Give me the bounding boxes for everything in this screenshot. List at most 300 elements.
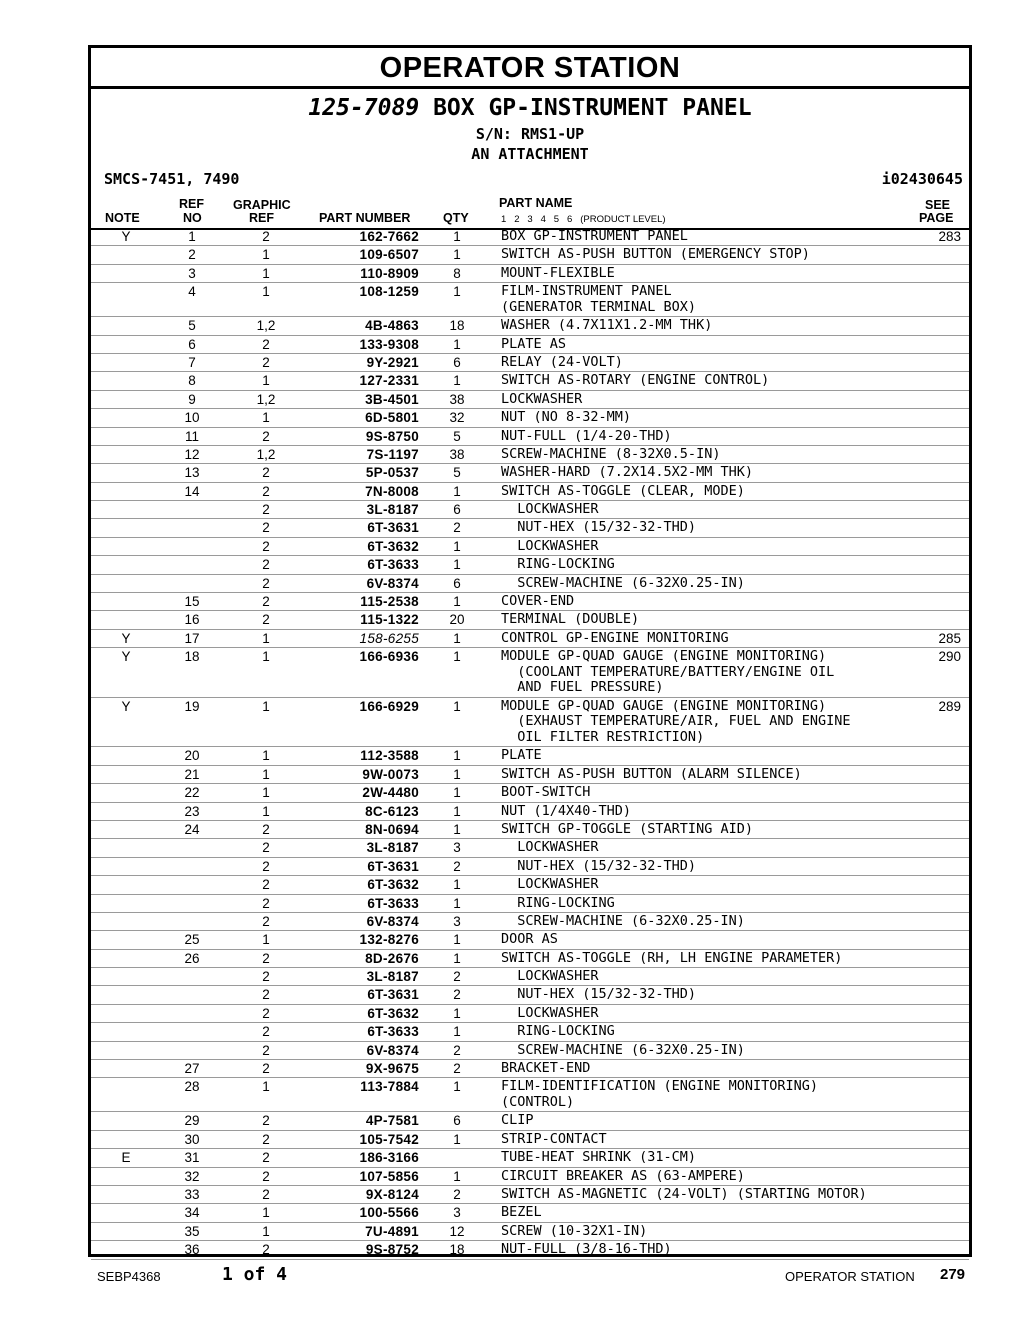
- part-name-cell: BRACKET-END: [501, 1060, 591, 1077]
- qty-cell: 1: [453, 247, 461, 263]
- table-row: [91, 895, 969, 913]
- part-number-cell: 6T-3632: [367, 538, 419, 554]
- parts-table-body: [91, 228, 969, 1260]
- qty-cell: 1: [453, 803, 461, 819]
- part-name-cell: MODULE GP-QUAD GAUGE (ENGINE MONITORING) (EXHAUST TEMPERATURE/AIR, FUEL AND ENGINE OIL FILTER RESTRICTION): [501, 697, 851, 745]
- part-number-cell: 4P-7581: [365, 1113, 419, 1129]
- graphic-ref-cell: 2: [262, 538, 270, 554]
- table-row: [91, 1078, 969, 1112]
- part-number-cell: 127-2331: [359, 373, 419, 389]
- qty-cell: 5: [453, 428, 461, 444]
- qty-cell: 1: [453, 766, 461, 782]
- part-name-cell: NUT (NO 8-32-MM): [501, 409, 632, 426]
- qty-cell: 2: [453, 1042, 461, 1058]
- part-number-cell: 2W-4480: [362, 785, 419, 801]
- table-row: [91, 1131, 969, 1149]
- graphic-ref-cell: 1: [262, 630, 270, 646]
- part-number-cell: 7U-4891: [365, 1223, 419, 1239]
- ref-no-cell: 14: [184, 483, 200, 499]
- qty-cell: 2: [453, 858, 461, 874]
- part-number-cell: 9X-8124: [365, 1186, 419, 1202]
- col-ref-top: REF: [179, 197, 204, 211]
- table-row: [91, 784, 969, 802]
- graphic-ref-cell: 2: [262, 1042, 270, 1058]
- part-number-cell: 110-8909: [360, 265, 419, 281]
- qty-cell: 6: [453, 1113, 461, 1129]
- qty-cell: 1: [453, 336, 461, 352]
- qty-cell: 1: [453, 594, 461, 610]
- part-number-cell: 6T-3633: [367, 557, 419, 573]
- graphic-ref-cell: 2: [262, 502, 270, 518]
- footer-page-of: 1 of 4: [222, 1264, 288, 1285]
- graphic-ref-cell: 2: [262, 229, 270, 244]
- table-row: [91, 747, 969, 765]
- table-row: [91, 1023, 969, 1041]
- table-row: [91, 409, 969, 427]
- qty-cell: 6: [453, 354, 461, 370]
- part-number-cell: 115-2538: [360, 594, 419, 610]
- part-number-cell: 7S-1197: [366, 446, 419, 462]
- part-name-cell: PLATE AS: [501, 335, 567, 352]
- note-cell: Y: [121, 649, 131, 665]
- ref-no-cell: 35: [184, 1223, 200, 1239]
- graphic-ref-cell: 2: [262, 1061, 270, 1077]
- table-row: [91, 1112, 969, 1130]
- footer-section: OPERATOR STATION: [785, 1269, 915, 1284]
- part-number-cell: 6T-3632: [367, 877, 419, 893]
- graphic-ref-cell: 1: [262, 1205, 270, 1221]
- ref-no-cell: 12: [184, 446, 200, 462]
- table-row: [91, 1149, 969, 1167]
- ref-no-cell: 15: [184, 594, 200, 610]
- graphic-ref-cell: 1: [262, 284, 270, 300]
- part-number-cell: 105-7542: [359, 1131, 419, 1147]
- table-row: [91, 538, 969, 556]
- table-row: [91, 1005, 969, 1023]
- ref-no-cell: 18: [184, 649, 200, 665]
- part-number-cell: 3L-8187: [366, 969, 419, 985]
- ref-no-cell: 20: [184, 748, 200, 764]
- qty-cell: 1: [453, 557, 461, 573]
- part-name-cell: LOCKWASHER: [501, 1004, 599, 1021]
- ref-no-cell: 30: [184, 1131, 200, 1147]
- part-name-cell: SCREW-MACHINE (8-32X0.5-IN): [501, 445, 721, 462]
- part-number-cell: 6T-3631: [367, 858, 419, 874]
- qty-cell: 2: [453, 1061, 461, 1077]
- graphic-ref-cell: 1: [262, 932, 270, 948]
- part-number-cell: 9X-9675: [365, 1061, 419, 1077]
- part-number-cell: 109-6507: [359, 247, 419, 263]
- ref-no-cell: 9: [188, 391, 196, 407]
- graphic-ref-cell: 2: [262, 1005, 270, 1021]
- qty-cell: 38: [449, 446, 465, 462]
- col-see-bottom: PAGE: [919, 211, 954, 225]
- ref-no-cell: 24: [184, 821, 200, 837]
- graphic-ref-cell: 2: [262, 520, 270, 536]
- qty-cell: 1: [453, 649, 461, 665]
- graphic-ref-cell: 1: [262, 1079, 270, 1095]
- part-name-cell: LOCKWASHER: [501, 501, 599, 518]
- table-row: [91, 630, 969, 648]
- part-number-cell: 100-5566: [359, 1205, 419, 1221]
- table-row: [91, 246, 969, 264]
- graphic-ref-cell: 2: [262, 428, 270, 444]
- col-note: NOTE: [105, 211, 140, 225]
- table-row: [91, 1204, 969, 1222]
- table-row: [91, 575, 969, 593]
- part-number-cell: 3L-8187: [366, 840, 419, 856]
- table-row: [91, 354, 969, 372]
- graphic-ref-cell: 2: [262, 858, 270, 874]
- qty-cell: 1: [453, 538, 461, 554]
- graphic-ref-cell: 2: [262, 612, 270, 628]
- graphic-ref-cell: 1: [262, 785, 270, 801]
- part-number-cell: 107-5856: [359, 1168, 419, 1184]
- part-number-cell: 6V-8374: [366, 1042, 419, 1058]
- table-row: [91, 519, 969, 537]
- part-number-cell: 132-8276: [359, 932, 419, 948]
- part-number-cell: 9S-8752: [365, 1242, 419, 1258]
- qty-cell: 1: [453, 698, 461, 714]
- qty-cell: 1: [453, 373, 461, 389]
- part-name-cell: SWITCH AS-PUSH BUTTON (EMERGENCY STOP): [501, 246, 810, 263]
- qty-cell: 1: [453, 630, 461, 646]
- table-row: [91, 766, 969, 784]
- graphic-ref-cell: 2: [262, 483, 270, 499]
- group-title: [91, 95, 969, 121]
- col-graphic-top: GRAPHIC: [233, 198, 291, 212]
- graphic-ref-cell: 2: [262, 1024, 270, 1040]
- part-name-cell: FILM-INSTRUMENT PANEL (GENERATOR TERMINAL BOX): [501, 283, 697, 315]
- part-number-cell: 9S-8750: [365, 428, 419, 444]
- part-name-cell: SWITCH AS-PUSH BUTTON (ALARM SILENCE): [501, 765, 802, 782]
- qty-cell: 1: [453, 229, 461, 244]
- graphic-ref-cell: 2: [262, 336, 270, 352]
- ref-no-cell: 28: [184, 1079, 200, 1095]
- table-row: [91, 611, 969, 629]
- table-row: [91, 317, 969, 335]
- part-name-cell: SCREW-MACHINE (6-32X0.25-IN): [501, 574, 745, 591]
- qty-cell: 3: [453, 1205, 461, 1221]
- part-name-cell: LOCKWASHER: [501, 537, 599, 554]
- part-number-cell: 8N-0694: [365, 821, 419, 837]
- part-number-cell: 6D-5801: [365, 410, 419, 426]
- note-cell: Y: [121, 630, 131, 646]
- part-number-cell: 3B-4501: [365, 391, 419, 407]
- part-name-cell: SWITCH AS-TOGGLE (RH, LH ENGINE PARAMETER): [501, 949, 843, 966]
- table-row: [91, 501, 969, 519]
- table-row: [91, 803, 969, 821]
- part-name-cell: NUT-HEX (15/32-32-THD): [501, 986, 697, 1003]
- qty-cell: 1: [453, 748, 461, 764]
- part-name-cell: SCREW (10-32X1-IN): [501, 1222, 648, 1239]
- graphic-ref-cell: 2: [262, 1186, 270, 1202]
- table-row: [91, 821, 969, 839]
- ref-no-cell: 13: [184, 465, 200, 481]
- part-number-cell: 3L-8187: [366, 502, 419, 518]
- qty-cell: 18: [449, 318, 465, 334]
- table-row: [91, 1168, 969, 1186]
- part-number-cell: 7N-8008: [365, 483, 419, 499]
- graphic-ref-cell: 1: [262, 247, 270, 263]
- qty-cell: 1: [453, 1024, 461, 1040]
- ref-no-cell: 2: [188, 247, 196, 263]
- ref-no-cell: 5: [188, 318, 196, 334]
- see-page-cell: 285: [938, 630, 961, 646]
- footer-page-number: 279: [940, 1266, 966, 1283]
- ref-no-cell: 11: [184, 428, 199, 444]
- part-name-cell: WASHER-HARD (7.2X14.5X2-MM THK): [501, 464, 753, 481]
- part-number-cell: 6T-3631: [367, 520, 419, 536]
- qty-cell: 1: [453, 895, 461, 911]
- part-number-cell: 6V-8374: [366, 575, 419, 591]
- part-name-cell: LOCKWASHER: [501, 390, 583, 407]
- graphic-ref-cell: 1: [262, 410, 270, 426]
- note-cell: E: [121, 1150, 131, 1166]
- graphic-ref-cell: 2: [262, 1242, 270, 1258]
- qty-cell: 1: [453, 1131, 461, 1147]
- group-name: BOX GP-INSTRUMENT PANEL: [433, 95, 752, 121]
- table-row: [91, 1241, 969, 1259]
- table-row: [91, 428, 969, 446]
- ref-no-cell: 26: [184, 950, 200, 966]
- ref-no-cell: 8: [188, 373, 196, 389]
- table-row: [91, 1223, 969, 1241]
- graphic-ref-cell: 2: [262, 1150, 270, 1166]
- qty-cell: 2: [453, 969, 461, 985]
- part-name-cell: NUT-FULL (1/4-20-THD): [501, 427, 672, 444]
- graphic-ref-cell: 2: [262, 840, 270, 856]
- table-row: [91, 228, 969, 246]
- qty-cell: 2: [453, 520, 461, 536]
- part-number-cell: 162-7662: [359, 229, 419, 244]
- note-cell: Y: [121, 229, 131, 244]
- graphic-ref-cell: 1,2: [256, 446, 276, 462]
- table-row: [91, 464, 969, 482]
- graphic-ref-cell: 1: [262, 373, 270, 389]
- ref-no-cell: 17: [184, 630, 200, 646]
- graphic-ref-cell: 1: [262, 803, 270, 819]
- part-number-cell: 6V-8374: [366, 913, 419, 929]
- qty-cell: 1: [453, 950, 461, 966]
- graphic-ref-cell: 2: [262, 594, 270, 610]
- group-part-number: 125-7089: [308, 95, 420, 121]
- graphic-ref-cell: 1: [262, 698, 270, 714]
- graphic-ref-cell: 2: [262, 575, 270, 591]
- part-number-cell: 9W-0073: [362, 766, 419, 782]
- qty-cell: 5: [453, 465, 461, 481]
- part-name-cell: NUT-FULL (3/8-16-THD): [501, 1241, 672, 1258]
- graphic-ref-cell: 1,2: [256, 318, 276, 334]
- part-number-cell: 9Y-2921: [366, 354, 419, 370]
- part-name-cell: CONTROL GP-ENGINE MONITORING: [501, 629, 729, 646]
- part-name-cell: SWITCH GP-TOGGLE (STARTING AID): [501, 820, 753, 837]
- col-part-number: PART NUMBER: [319, 211, 411, 225]
- col-ref-bottom: NO: [183, 211, 202, 225]
- part-name-cell: SWITCH AS-TOGGLE (CLEAR, MODE): [501, 482, 745, 499]
- part-number-cell: 115-1322: [360, 612, 419, 628]
- qty-cell: 1: [453, 483, 461, 499]
- part-number-cell: 5P-0537: [365, 465, 419, 481]
- table-row: [91, 858, 969, 876]
- see-page-cell: 289: [938, 698, 961, 714]
- part-name-cell: RING-LOCKING: [501, 894, 615, 911]
- part-name-cell: RELAY (24-VOLT): [501, 353, 623, 370]
- qty-cell: 18: [449, 1242, 465, 1258]
- graphic-ref-cell: 2: [262, 1168, 270, 1184]
- column-headers: [91, 193, 969, 230]
- part-number-cell: 158-6255: [359, 630, 419, 646]
- graphic-ref-cell: 2: [262, 465, 270, 481]
- qty-cell: 6: [453, 575, 461, 591]
- ref-no-cell: 19: [184, 698, 200, 714]
- part-name-cell: SWITCH AS-MAGNETIC (24-VOLT) (STARTING MOTOR): [501, 1185, 867, 1202]
- ref-no-cell: 7: [188, 354, 196, 370]
- graphic-ref-cell: 1: [262, 748, 270, 764]
- part-name-cell: NUT-HEX (15/32-32-THD): [501, 519, 697, 536]
- see-page-cell: 283: [938, 229, 961, 244]
- table-row: [91, 391, 969, 409]
- graphic-ref-cell: 2: [262, 987, 270, 1003]
- col-part-name: PART NAME: [499, 196, 573, 210]
- ref-no-cell: 36: [184, 1242, 200, 1258]
- part-number-cell: 6T-3633: [367, 1024, 419, 1040]
- ref-no-cell: 3: [188, 265, 196, 281]
- col-product-level: 1 2 3 4 5 6 (PRODUCT LEVEL): [501, 214, 666, 225]
- qty-cell: 32: [449, 410, 465, 426]
- graphic-ref-cell: 1,2: [256, 391, 276, 407]
- table-row: [91, 265, 969, 283]
- qty-cell: 12: [449, 1223, 465, 1239]
- see-page-cell: 290: [938, 649, 961, 665]
- part-name-cell: DOOR AS: [501, 931, 558, 948]
- qty-cell: 1: [453, 1168, 461, 1184]
- part-name-cell: LOCKWASHER: [501, 968, 599, 985]
- part-name-cell: SCREW-MACHINE (6-32X0.25-IN): [501, 912, 745, 929]
- ref-no-cell: 6: [188, 336, 196, 352]
- qty-cell: 6: [453, 502, 461, 518]
- part-name-cell: RING-LOCKING: [501, 1023, 615, 1040]
- table-row: [91, 593, 969, 611]
- ref-no-cell: 10: [184, 410, 200, 426]
- part-number-cell: 112-3588: [360, 748, 419, 764]
- ref-no-cell: 33: [184, 1186, 200, 1202]
- ref-no-cell: 21: [184, 766, 200, 782]
- part-name-cell: SWITCH AS-ROTARY (ENGINE CONTROL): [501, 372, 770, 389]
- part-name-cell: NUT-HEX (15/32-32-THD): [501, 857, 697, 874]
- graphic-ref-cell: 2: [262, 895, 270, 911]
- part-name-cell: RING-LOCKING: [501, 556, 615, 573]
- qty-cell: 1: [453, 785, 461, 801]
- table-row: [91, 648, 969, 698]
- graphic-ref-cell: 2: [262, 1113, 270, 1129]
- ref-no-cell: 4: [188, 284, 196, 300]
- part-number-cell: 6T-3633: [367, 895, 419, 911]
- table-row: [91, 968, 969, 986]
- attachment-label: AN ATTACHMENT: [471, 145, 589, 163]
- qty-cell: 20: [449, 612, 465, 628]
- part-number-cell: 8C-6123: [365, 803, 419, 819]
- graphic-ref-cell: 1: [262, 766, 270, 782]
- col-see-top: SEE: [925, 198, 951, 212]
- ref-no-cell: 34: [184, 1205, 200, 1221]
- document-id: i02430645: [881, 170, 963, 188]
- table-row: [91, 931, 969, 949]
- smcs-code: SMCS-7451, 7490: [104, 170, 240, 188]
- graphic-ref-cell: 1: [262, 649, 270, 665]
- part-number-cell: 133-9308: [359, 336, 419, 352]
- table-row: [91, 698, 969, 748]
- part-number-cell: 8D-2676: [365, 950, 419, 966]
- part-name-cell: LOCKWASHER: [501, 876, 599, 893]
- qty-cell: 8: [453, 265, 461, 281]
- graphic-ref-cell: 2: [262, 557, 270, 573]
- part-name-cell: LOCKWASHER: [501, 839, 599, 856]
- table-row: [91, 1186, 969, 1204]
- table-row: [91, 483, 969, 501]
- qty-cell: 1: [453, 821, 461, 837]
- qty-cell: 3: [453, 840, 461, 856]
- part-name-cell: TERMINAL (DOUBLE): [501, 611, 640, 628]
- ref-no-cell: 25: [184, 932, 200, 948]
- table-row: [91, 986, 969, 1004]
- qty-cell: 38: [449, 391, 465, 407]
- qty-cell: 2: [453, 987, 461, 1003]
- table-row: [91, 372, 969, 390]
- graphic-ref-cell: 2: [262, 821, 270, 837]
- part-name-cell: MODULE GP-QUAD GAUGE (ENGINE MONITORING) (COOLANT TEMPERATURE/BATTERY/ENGINE OIL AND FUEL PRESSURE): [501, 648, 835, 696]
- part-name-cell: CLIP: [501, 1112, 534, 1129]
- graphic-ref-cell: 2: [262, 877, 270, 893]
- table-row: [91, 839, 969, 857]
- part-name-cell: COVER-END: [501, 593, 575, 610]
- part-number-cell: 113-7884: [360, 1079, 419, 1095]
- parts-list-frame: [88, 45, 972, 1257]
- ref-no-cell: 22: [184, 785, 200, 801]
- part-name-cell: WASHER (4.7X11X1.2-MM THK): [501, 317, 713, 334]
- qty-cell: 1: [453, 1005, 461, 1021]
- part-name-cell: PLATE: [501, 747, 542, 764]
- part-name-cell: CIRCUIT BREAKER AS (63-AMPERE): [501, 1167, 745, 1184]
- part-name-cell: SCREW-MACHINE (6-32X0.25-IN): [501, 1041, 745, 1058]
- col-qty: QTY: [443, 211, 469, 225]
- ref-no-cell: 31: [184, 1150, 200, 1166]
- graphic-ref-cell: 2: [262, 950, 270, 966]
- qty-cell: 1: [453, 877, 461, 893]
- table-row: [91, 1060, 969, 1078]
- table-row: [91, 336, 969, 354]
- part-name-cell: BOOT-SWITCH: [501, 784, 591, 801]
- ref-no-cell: 32: [184, 1168, 200, 1184]
- ref-no-cell: 23: [184, 803, 200, 819]
- section-title: OPERATOR STATION: [91, 48, 969, 89]
- footer-doc-number: SEBP4368: [97, 1269, 161, 1284]
- part-number-cell: 108-1259: [359, 284, 419, 300]
- qty-cell: 1: [453, 1079, 461, 1095]
- ref-no-cell: 27: [184, 1061, 200, 1077]
- qty-cell: 1: [453, 932, 461, 948]
- qty-cell: 2: [453, 1186, 461, 1202]
- graphic-ref-cell: 2: [262, 969, 270, 985]
- graphic-ref-cell: 1: [262, 1223, 270, 1239]
- ref-no-cell: 16: [184, 612, 200, 628]
- table-row: [91, 876, 969, 894]
- part-number-cell: 6T-3631: [367, 987, 419, 1003]
- qty-cell: 1: [453, 284, 461, 300]
- page-footer: [0, 1262, 1020, 1292]
- table-row: [91, 1042, 969, 1060]
- ref-no-cell: 1: [188, 229, 196, 244]
